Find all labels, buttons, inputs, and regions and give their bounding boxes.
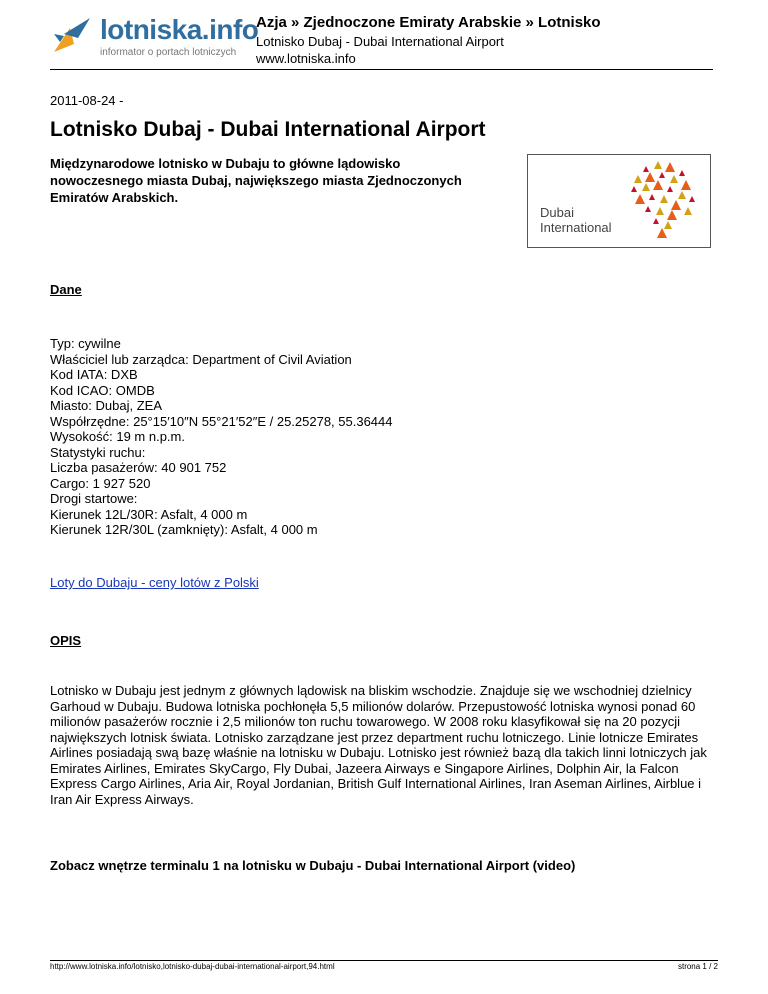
logo-dot bbox=[631, 186, 637, 192]
logo-dot bbox=[649, 194, 655, 200]
airport-logo-image bbox=[527, 154, 711, 248]
footer-page-number: strona 1 / 2 bbox=[677, 962, 718, 971]
section-heading-data: Dane bbox=[50, 282, 82, 297]
logo-text: lotniska.info bbox=[100, 14, 259, 45]
logo-line-2: International bbox=[540, 220, 612, 235]
description-text: Lotnisko w Dubaju jest jednym z głównych lądowisk na bliskim wschodzie. Znajduje się we wschodniej dzielnicy Garhoud w Dubaju. Budowa lotniska pochłonęła 5,5 milionów dolarów. Przepustowość lotniska wynosi ponad 60 milionów pasażerów rocznie i 2,5 milionów ton ruchu towarowego. W 2008 roku klasyfikował się na 20 pozycji największych lotnisk świata. Lotnisko zarządzane jest przez department ruchu lotniczego. Linie lotnicze Emirates Airlines posiadają swą bazę właśnie na lotnisku w Dubaju. Lotnisko jest również bazą dla takich linni lotniczych jak Emirates Airlines, Emirates SkyCargo, Fly Dubai, Jazeera Airways e Singapore Airlines, Dolphin Air, la Falcon Express Cargo Airlines, Aria Air, Royal Jordanian, British Gulf International Airlines, Iran Aseman Airlines, Airblue i Iran Air Express Airways. bbox=[50, 683, 707, 807]
logo-dot bbox=[678, 191, 686, 199]
dubai-international-logo-icon bbox=[528, 155, 710, 247]
data-line: Miasto: Dubaj, ZEA bbox=[50, 398, 162, 413]
section-heading-description: OPIS bbox=[50, 633, 82, 648]
data-line: Liczba pasażerów: 40 901 752 bbox=[50, 460, 227, 475]
logo-dot bbox=[670, 175, 678, 183]
logo-dot bbox=[643, 166, 649, 172]
data-line: Typ: cywilne bbox=[50, 336, 121, 351]
logo-dot bbox=[653, 218, 659, 224]
logo-dot bbox=[681, 180, 691, 190]
logo-dot bbox=[642, 183, 650, 191]
logo-dot bbox=[656, 207, 664, 215]
data-line: Współrzędne: 25°15′10″N 55°21′52″E / 25.25278, 55.36444 bbox=[50, 413, 393, 429]
footer-url: http://www.lotniska.info/lotnisko,lotnisko-dubaj-dubai-international-airport,94.html bbox=[50, 962, 335, 971]
data-line: Cargo: 1 927 520 bbox=[50, 475, 151, 491]
site-logo bbox=[50, 14, 259, 60]
logo-dot bbox=[667, 186, 673, 192]
logo-dot bbox=[657, 228, 667, 238]
logo-dot bbox=[645, 206, 651, 212]
breadcrumb: Azja » Zjednoczone Emiraty Arabskie » Lotnisko bbox=[256, 14, 601, 31]
logo-line-1: Dubai bbox=[540, 205, 574, 220]
page-title: Lotnisko Dubaj - Dubai International Airport bbox=[50, 118, 486, 141]
footer-divider bbox=[50, 960, 718, 961]
logo-dot bbox=[684, 207, 692, 215]
logo-dot bbox=[671, 200, 681, 210]
header-divider bbox=[50, 69, 713, 70]
article-lead: Międzynarodowe lotnisko w Dubaju to główne lądowisko nowoczesnego miasta Dubaj, największego miasta Zjednoczonych Emiratów Arabskich. bbox=[50, 156, 462, 205]
airport-data-list bbox=[50, 336, 393, 538]
logo-dot bbox=[645, 172, 655, 182]
logo-dot bbox=[689, 196, 695, 202]
header-site: www.lotniska.info bbox=[256, 51, 356, 66]
data-line: Właściciel lub zarządca: Department of Civil Aviation bbox=[50, 351, 352, 367]
data-line: Kierunek 12R/30L (zamknięty): Asfalt, 4 000 m bbox=[50, 522, 318, 537]
header-subtitle: Lotnisko Dubaj - Dubai International Airport bbox=[256, 34, 504, 49]
data-line: Kierunek 12L/30R: Asfalt, 4 000 m bbox=[50, 506, 248, 522]
data-line: Drogi startowe: bbox=[50, 491, 138, 506]
flights-link[interactable]: Loty do Dubaju - ceny lotów z Polski bbox=[50, 575, 259, 590]
logo-dot bbox=[679, 170, 685, 176]
logo-dot bbox=[664, 221, 672, 229]
logo-dot bbox=[665, 162, 675, 172]
data-line: Statystyki ruchu: bbox=[50, 444, 146, 460]
article-date: 2011-08-24 - bbox=[50, 93, 124, 108]
video-heading: Zobacz wnętrze terminalu 1 na lotnisku w Dubaju - Dubai International Airport (video) bbox=[50, 858, 576, 873]
data-line: Wysokość: 19 m n.p.m. bbox=[50, 429, 185, 444]
logo-dot bbox=[654, 161, 662, 169]
logo-dot bbox=[659, 172, 665, 178]
logo-dot bbox=[634, 175, 642, 183]
plane-logo-icon bbox=[50, 14, 96, 60]
data-line: Kod IATA: DXB bbox=[50, 367, 138, 382]
logo-dot bbox=[635, 194, 645, 204]
logo-tagline: informator o portach lotniczych bbox=[100, 47, 237, 58]
logo-dot bbox=[667, 210, 677, 220]
logo-dot bbox=[660, 195, 668, 203]
data-line: Kod ICAO: OMDB bbox=[50, 382, 155, 398]
